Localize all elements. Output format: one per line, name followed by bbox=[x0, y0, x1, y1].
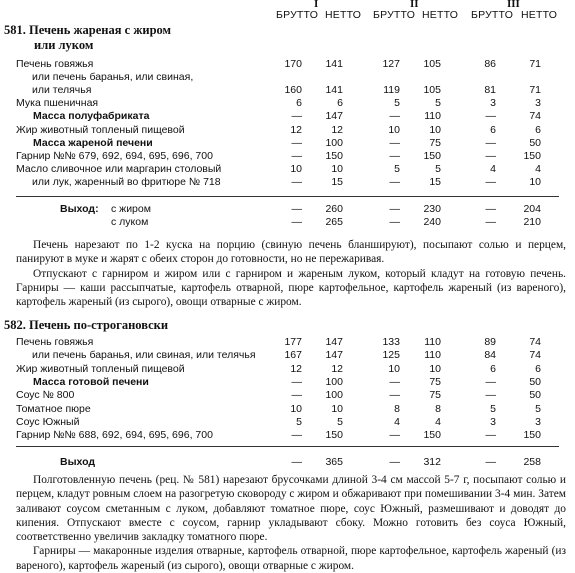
cell-value: 15 bbox=[331, 175, 343, 188]
table-row bbox=[0, 124, 575, 137]
cell-value: 177 bbox=[284, 336, 302, 348]
paragraph: Гарниры — макаронные изделия отварные, картофель отварной, пюре картофельное, картофель жареный (из вареного), картофель жареный (из сырого), овощи отварные с жиром. bbox=[16, 545, 566, 572]
cell-value: 12 bbox=[290, 123, 302, 136]
cell-value: 75 bbox=[429, 136, 441, 149]
cell-value: 260 bbox=[325, 203, 343, 215]
cell-value: — bbox=[291, 110, 302, 123]
cell-value: — bbox=[389, 136, 400, 149]
yield-row bbox=[0, 216, 575, 229]
cell-value: 12 bbox=[290, 362, 302, 375]
cell-value: 230 bbox=[423, 203, 441, 215]
cell-value: 258 bbox=[523, 456, 541, 468]
cell-value: 10 bbox=[388, 362, 400, 375]
cell-value: 110 bbox=[424, 336, 441, 348]
cell-value: 150 bbox=[423, 149, 441, 162]
cell-value: 3 bbox=[490, 415, 496, 428]
ingredient-label: Жир животный топленый пищевой bbox=[16, 362, 185, 375]
cell-value: 5 bbox=[337, 415, 343, 428]
cell-value: — bbox=[389, 216, 400, 229]
cell-value: 3 bbox=[490, 97, 496, 110]
column-group-i: I bbox=[314, 0, 319, 10]
cell-value: 105 bbox=[423, 84, 441, 97]
cell-value: — bbox=[389, 149, 400, 162]
cell-value: 210 bbox=[523, 216, 541, 229]
column-netto-3: НЕТТО bbox=[521, 9, 558, 21]
ingredient-label: Гарнир №№ 679, 692, 694, 695, 696, 700 bbox=[16, 149, 213, 162]
cell-value: 6 bbox=[337, 97, 343, 110]
cell-value: 86 bbox=[484, 58, 496, 70]
cell-value: 147 bbox=[325, 336, 343, 348]
cell-value: — bbox=[485, 429, 496, 442]
cell-value: 100 bbox=[325, 375, 343, 388]
cell-value: 8 bbox=[435, 402, 441, 415]
table-row bbox=[0, 110, 575, 123]
cell-value: — bbox=[485, 389, 496, 402]
cell-value: — bbox=[291, 175, 302, 188]
cell-value: 50 bbox=[529, 389, 541, 402]
cell-value: 15 bbox=[429, 175, 441, 188]
ingredient-label: Соус Южный bbox=[16, 415, 80, 428]
cell-value: 167 bbox=[284, 349, 302, 362]
cell-value: — bbox=[291, 389, 302, 402]
cell-value: 50 bbox=[529, 136, 541, 149]
column-netto-1: НЕТТО bbox=[325, 9, 362, 21]
cell-value: 5 bbox=[394, 162, 400, 175]
table-row bbox=[0, 376, 575, 389]
cell-value: — bbox=[389, 456, 400, 468]
cell-value: 6 bbox=[490, 362, 496, 375]
table-row bbox=[0, 150, 575, 163]
paragraph: Полготовленную печень (рец. № 581) нарезают брусочками длиной 3-4 см массой 5-7 г, посыпают солью и перцем, кладут ровным слоем на разогретую сковороду с жиром и обжаривают при помешивании 3-4 мин. Затем заливают соусом сметанным с луком, добавляют томатное пюре, соус Южный, размешивают и доводят до кипения. Отпускают вместе с соусом, гарнир укладывают сбоку. Можно готовить без соуса Южный, соответственно увеличив закладку томатного пюре. bbox=[16, 474, 566, 544]
cell-value: — bbox=[389, 375, 400, 388]
table-row bbox=[0, 58, 575, 71]
cell-value: — bbox=[485, 375, 496, 388]
cell-value: 6 bbox=[535, 362, 541, 375]
paragraph: Печень нарезают по 1-2 куска на порцию (свиную печень бланшируют), посыпают солью и перцем, панируют в муке и жарят с обеих сторон до готовности, но не пережаривая. bbox=[16, 239, 566, 266]
recipe-581-description bbox=[16, 238, 566, 309]
cell-value: 150 bbox=[325, 429, 343, 442]
cell-value: 50 bbox=[529, 375, 541, 388]
cell-value: 100 bbox=[325, 389, 343, 402]
ingredient-label: Томатное пюре bbox=[16, 402, 91, 415]
yield-label: Выход: bbox=[60, 203, 99, 215]
cell-value: 6 bbox=[296, 97, 302, 110]
cell-value: 133 bbox=[382, 336, 400, 348]
cell-value: 6 bbox=[535, 123, 541, 136]
column-brutto-2: БРУТТО bbox=[373, 9, 416, 21]
cell-value: — bbox=[291, 216, 302, 229]
cell-value: 141 bbox=[325, 58, 343, 70]
cell-value: — bbox=[389, 203, 400, 215]
cell-value: 3 bbox=[535, 415, 541, 428]
cell-value: 10 bbox=[429, 362, 441, 375]
table-row bbox=[0, 137, 575, 150]
ingredient-label: Жир животный топленый пищевой bbox=[16, 123, 185, 136]
cell-value: — bbox=[485, 175, 496, 188]
cell-value: 365 bbox=[325, 456, 343, 468]
cell-value: 4 bbox=[535, 162, 541, 175]
paragraph: Отпускают с гарниром и жиром или с гарниром и жареным луком, который кладут на готовую печень. Гарниры — каши рассыпчатые, картофель отварной, пюре картофельное, картофель жареный (из вареного), картофель жареный (из сырого), овощи отварные с жиром. bbox=[16, 267, 566, 309]
cell-value: 75 bbox=[429, 389, 441, 402]
cell-value: 71 bbox=[529, 58, 541, 70]
yield-variant-label: с луком bbox=[111, 216, 149, 229]
cell-value: 5 bbox=[490, 402, 496, 415]
cell-value: — bbox=[485, 456, 496, 468]
cell-value: 10 bbox=[388, 123, 400, 136]
cell-value: 110 bbox=[424, 110, 441, 123]
column-netto-2: НЕТТО bbox=[422, 9, 459, 21]
cell-value: 265 bbox=[325, 216, 343, 229]
table-row bbox=[0, 429, 575, 442]
cell-value: 12 bbox=[331, 362, 343, 375]
cell-value: 119 bbox=[383, 84, 400, 97]
cell-value: 150 bbox=[325, 149, 343, 162]
table-row bbox=[0, 71, 575, 84]
cell-value: — bbox=[291, 149, 302, 162]
cell-value: — bbox=[485, 136, 496, 149]
ingredient-label: Масса жареной печени bbox=[33, 136, 153, 149]
cell-value: — bbox=[485, 110, 496, 123]
recipe-581-title-cont: или луком bbox=[34, 38, 94, 52]
cell-value: 5 bbox=[394, 97, 400, 110]
cell-value: 3 bbox=[535, 97, 541, 110]
cell-value: 10 bbox=[290, 402, 302, 415]
cell-value: 10 bbox=[429, 123, 441, 136]
table-row bbox=[0, 84, 575, 97]
cell-value: 147 bbox=[325, 110, 343, 123]
cell-value: 150 bbox=[523, 429, 541, 442]
divider bbox=[16, 446, 559, 447]
cell-value: 10 bbox=[529, 175, 541, 188]
cell-value: — bbox=[485, 216, 496, 229]
cell-value: 81 bbox=[484, 84, 496, 97]
column-group-iii: III bbox=[507, 0, 520, 10]
divider bbox=[16, 196, 559, 197]
cell-value: — bbox=[389, 110, 400, 123]
cell-value: — bbox=[291, 375, 302, 388]
cell-value: — bbox=[389, 429, 400, 442]
cell-value: — bbox=[291, 456, 302, 468]
cell-value: 6 bbox=[490, 123, 496, 136]
cell-value: 75 bbox=[429, 375, 441, 388]
cell-value: — bbox=[291, 429, 302, 442]
cell-value: — bbox=[389, 389, 400, 402]
ingredient-label: или лук, жаренный во фритюре № 718 bbox=[32, 175, 221, 188]
cell-value: 204 bbox=[523, 203, 541, 215]
cell-value: 105 bbox=[423, 58, 441, 70]
cell-value: 100 bbox=[325, 136, 343, 149]
cell-value: 141 bbox=[325, 84, 343, 97]
ingredient-label: Печень говяжья bbox=[16, 336, 94, 348]
recipe-582-description bbox=[16, 473, 566, 573]
ingredient-label: Соус № 800 bbox=[16, 389, 75, 402]
cell-value: 4 bbox=[435, 415, 441, 428]
ingredient-label: Масса готовой печени bbox=[33, 375, 149, 388]
column-brutto-1: БРУТТО bbox=[276, 9, 319, 21]
cell-value: 127 bbox=[382, 58, 400, 70]
recipe-581-title: 581. Печень жареная с жиром bbox=[4, 23, 172, 37]
cell-value: 10 bbox=[331, 402, 343, 415]
cell-value: 170 bbox=[284, 58, 302, 70]
cell-value: 5 bbox=[535, 402, 541, 415]
ingredient-label: или печень баранья, или свиная, bbox=[32, 71, 194, 84]
cell-value: 160 bbox=[284, 84, 302, 97]
ingredient-label: Печень говяжья bbox=[16, 58, 94, 70]
ingredient-label: Масса полуфабриката bbox=[33, 110, 150, 123]
recipe-582-title: 582. Печень по-строгановски bbox=[4, 318, 169, 332]
cell-value: 147 bbox=[325, 349, 343, 362]
cell-value: 71 bbox=[529, 84, 541, 97]
table-row bbox=[0, 163, 575, 176]
yield-row bbox=[0, 203, 575, 216]
table-row bbox=[0, 416, 575, 429]
table-row bbox=[0, 363, 575, 376]
cell-value: — bbox=[291, 136, 302, 149]
cell-value: — bbox=[291, 203, 302, 215]
cell-value: 74 bbox=[529, 110, 541, 123]
ingredient-label: Мука пшеничная bbox=[16, 97, 99, 110]
cell-value: — bbox=[485, 203, 496, 215]
ingredient-label: или печень баранья, или свиная, или телячья bbox=[32, 349, 256, 362]
yield-variant-label: с жиром bbox=[111, 203, 151, 215]
cell-value: 5 bbox=[435, 97, 441, 110]
cell-value: 8 bbox=[394, 402, 400, 415]
cell-value: 84 bbox=[484, 349, 496, 362]
ingredient-label: Масло сливочное или маргарин столовый bbox=[16, 162, 222, 175]
table-row bbox=[0, 349, 575, 362]
table-row bbox=[0, 97, 575, 110]
cell-value: 312 bbox=[423, 456, 441, 468]
cell-value: 74 bbox=[529, 336, 541, 348]
table-row bbox=[0, 336, 575, 349]
yield-row bbox=[0, 456, 575, 469]
cell-value: 4 bbox=[490, 162, 496, 175]
ingredient-label: или телячья bbox=[32, 84, 92, 97]
cell-value: 74 bbox=[529, 349, 541, 362]
cell-value: 4 bbox=[394, 415, 400, 428]
ingredient-label: Гарнир №№ 688, 692, 694, 695, 696, 700 bbox=[16, 429, 213, 442]
cell-value: 89 bbox=[484, 336, 496, 348]
cell-value: 110 bbox=[424, 349, 441, 362]
cell-value: 150 bbox=[423, 429, 441, 442]
cell-value: 150 bbox=[523, 149, 541, 162]
table-row bbox=[0, 389, 575, 402]
cell-value: — bbox=[389, 175, 400, 188]
cell-value: 10 bbox=[290, 162, 302, 175]
cell-value: 240 bbox=[423, 216, 441, 229]
cell-value: — bbox=[485, 149, 496, 162]
cell-value: 5 bbox=[296, 415, 302, 428]
cell-value: 125 bbox=[382, 349, 400, 362]
table-row bbox=[0, 176, 575, 189]
cell-value: 5 bbox=[435, 162, 441, 175]
table-row bbox=[0, 403, 575, 416]
cell-value: 12 bbox=[331, 123, 343, 136]
column-group-ii: II bbox=[410, 0, 419, 10]
column-brutto-3: БРУТТО bbox=[471, 9, 514, 21]
yield-label: Выход bbox=[60, 456, 96, 468]
cell-value: 10 bbox=[331, 162, 343, 175]
